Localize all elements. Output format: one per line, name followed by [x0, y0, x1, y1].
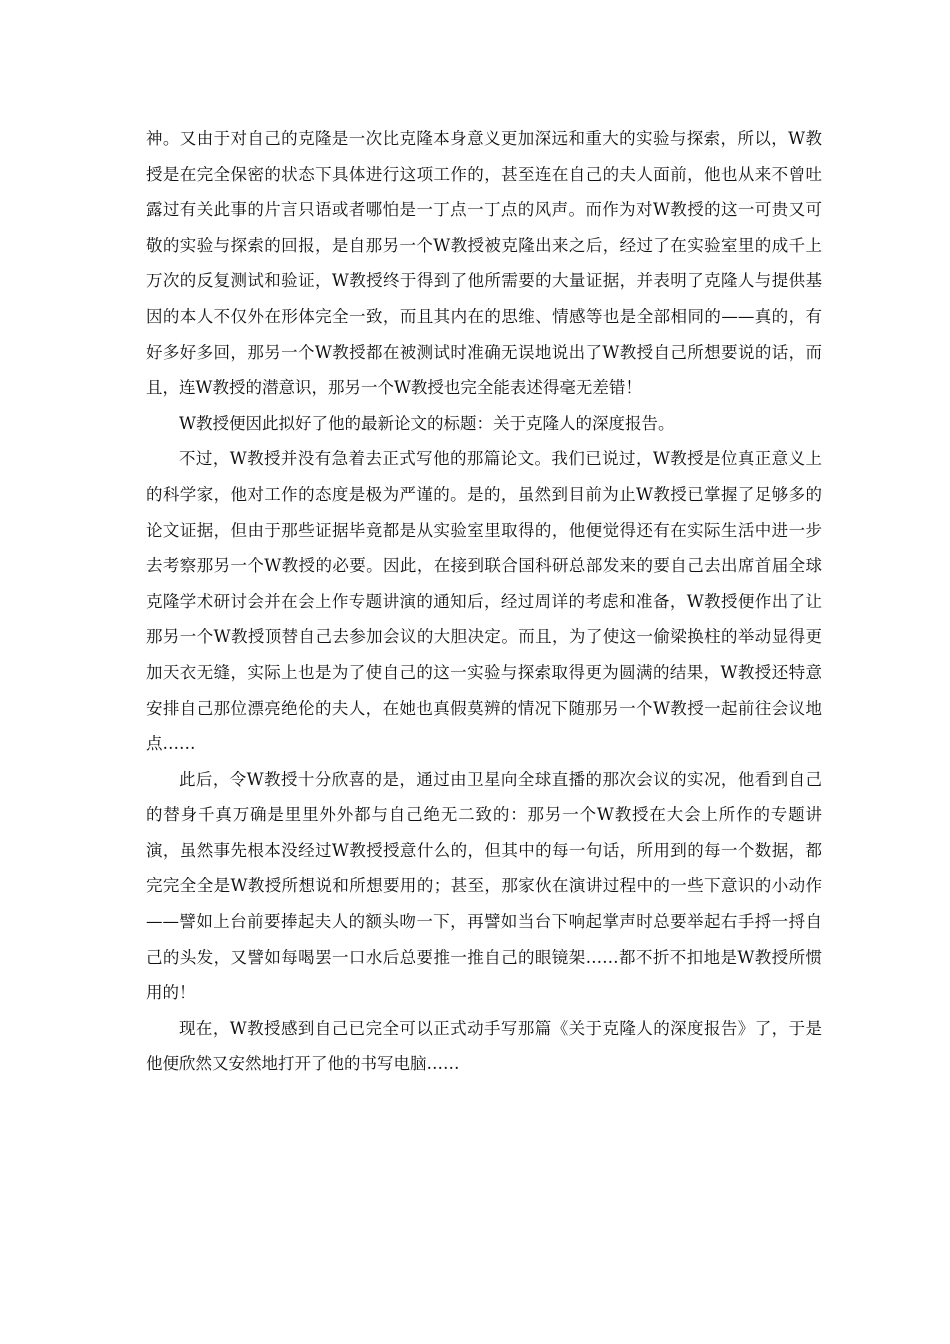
paragraph-4: 此后，令W教授十分欣喜的是，通过由卫星向全球直播的那次会议的实况，他看到自己的替身千真万确是里里外外都与自己绝无二致的：那另一个W教授在大会上所作的专题讲演，虽然事先根本没经过W教授授意什么的，但其中的每一句话，所用到的每一个数据，都完完全全是W教授所想说和所想要用的；甚至，那家伙在演讲过程中的一些下意识的小动作——譬如上台前要捧起夫人的额头吻一下，再譬如当台下响起掌声时总要举起右手捋一捋自己的头发，又譬如每喝罢一口水后总要推一推自己的眼镜架……都不折不扣地是W教授所惯用的！ [146, 769, 822, 1003]
paragraph-1: 神。又由于对自己的克隆是一次比克隆本身意义更加深远和重大的实验与探索，所以，W教授是在完全保密的状态下具体进行这项工作的，甚至连在自己的夫人面前，他也从来不曾吐露过有关此事的片言只语或者哪怕是一丁点一丁点的风声。而作为对W教授的这一可贵又可敬的实验与探索的回报，是自那另一个W教授被克隆出来之后，经过了在实验室里的成千上万次的反复测试和验证，W教授终于得到了他所需要的大量证据，并表明了克隆人与提供基因的本人不仅外在形体完全一致，而且其内在的思维、情感等也是全部相同的——真的，有好多好多回，那另一个W教授都在被测试时准确无误地说出了W教授自己所想要说的话，而且，连W教授的潜意识，那另一个W教授也完全能表述得毫无差错！ [146, 129, 822, 398]
document-body [146, 121, 822, 1082]
paragraph-3: 不过，W教授并没有急着去正式写他的那篇论文。我们已说过，W教授是位真正意义上的科学家，他对工作的态度是极为严谨的。是的，虽然到目前为止W教授已掌握了足够多的论文证据，但由于那些证据毕竟都是从实验室里取得的，他便觉得还有在实际生活中进一步去考察那另一个W教授的必要。因此，在接到联合国科研总部发来的要自己去出席首届全球克隆学术研讨会并在会上作专题讲演的通知后，经过周详的考虑和准备，W教授便作出了让那另一个W教授顶替自己去参加会议的大胆决定。而且，为了使这一偷梁换柱的举动显得更加天衣无缝，实际上也是为了使自己的这一实验与探索取得更为圆满的结果，W教授还特意安排自己那位漂亮绝伦的夫人，在她也真假莫辨的情况下随那另一个W教授一起前往会议地点…… [146, 449, 822, 754]
paragraph-5: 现在，W教授感到自己已完全可以正式动手写那篇《关于克隆人的深度报告》了，于是他便欣然又安然地打开了他的书写电脑…… [146, 1018, 822, 1074]
paragraph-2: W教授便因此拟好了他的最新论文的标题：关于克隆人的深度报告。 [179, 413, 675, 433]
